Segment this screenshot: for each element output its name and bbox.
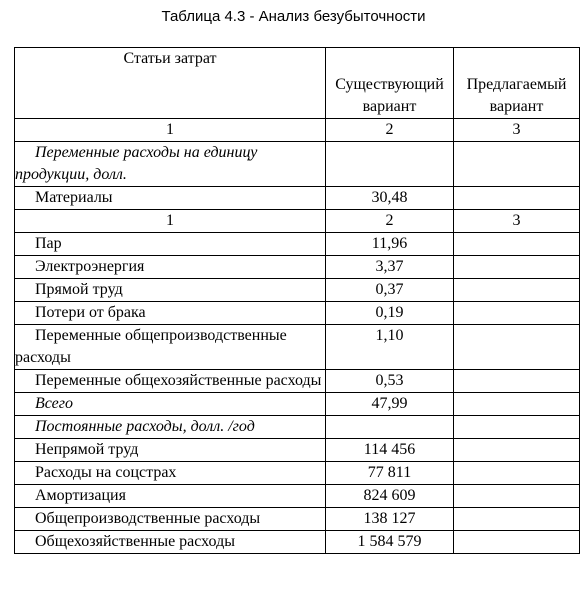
proposed-value <box>454 439 580 462</box>
table-row <box>15 325 580 370</box>
proposed-value <box>454 393 580 416</box>
row-label: Общепроизводственные расходы <box>15 508 326 531</box>
total-value: 47,99 <box>326 393 454 416</box>
col-number: 3 <box>454 119 580 142</box>
numbering-row <box>15 210 580 233</box>
existing-value: 11,96 <box>326 233 454 256</box>
breakeven-table <box>14 47 580 554</box>
table-row <box>15 279 580 302</box>
table-row <box>15 485 580 508</box>
existing-value: 138 127 <box>326 508 454 531</box>
numbering-row <box>15 119 580 142</box>
row-label: Материалы <box>15 187 326 210</box>
proposed-value <box>454 279 580 302</box>
table-row <box>15 531 580 554</box>
row-label: Пар <box>15 233 326 256</box>
row-label: Общехозяйственные расходы <box>15 531 326 554</box>
section-row-variable <box>15 142 580 187</box>
proposed-value <box>454 325 580 370</box>
col-number: 1 <box>15 210 326 233</box>
proposed-value <box>454 508 580 531</box>
row-label: Переменные общехозяйственные расходы <box>15 370 326 393</box>
section-row-fixed <box>15 416 580 439</box>
table-row <box>15 370 580 393</box>
existing-value: 0,37 <box>326 279 454 302</box>
row-label: Непрямой труд <box>15 439 326 462</box>
row-label: Переменные общепроизводственные расходы <box>15 325 326 370</box>
col-number: 2 <box>326 210 454 233</box>
existing-value: 114 456 <box>326 439 454 462</box>
existing-value: 30,48 <box>326 187 454 210</box>
existing-value: 3,37 <box>326 256 454 279</box>
table-row <box>15 302 580 325</box>
row-label: Амортизация <box>15 485 326 508</box>
table-row <box>15 187 580 210</box>
row-label: Расходы на соцстрах <box>15 462 326 485</box>
table-row <box>15 462 580 485</box>
table-row <box>15 439 580 462</box>
col-number: 2 <box>326 119 454 142</box>
section-title: Переменные расходы на единицу продукции, долл. <box>15 142 326 187</box>
table-row <box>15 508 580 531</box>
proposed-value <box>454 462 580 485</box>
section-title: Постоянные расходы, долл. /год <box>15 416 326 439</box>
proposed-value <box>454 256 580 279</box>
total-row <box>15 393 580 416</box>
header-cost-items: Статьи затрат <box>15 48 326 119</box>
proposed-value <box>454 531 580 554</box>
col-number: 3 <box>454 210 580 233</box>
table-caption: Таблица 4.3 - Анализ безубыточности <box>161 8 426 25</box>
row-label: Прямой труд <box>15 279 326 302</box>
proposed-value <box>454 233 580 256</box>
table-row <box>15 256 580 279</box>
existing-value: 0,19 <box>326 302 454 325</box>
proposed-value <box>454 485 580 508</box>
existing-value: 824 609 <box>326 485 454 508</box>
row-label: Электроэнергия <box>15 256 326 279</box>
row-label: Потери от брака <box>15 302 326 325</box>
proposed-value <box>454 370 580 393</box>
existing-value: 1 584 579 <box>326 531 454 554</box>
proposed-value <box>454 187 580 210</box>
total-label: Всего <box>15 393 326 416</box>
existing-value: 0,53 <box>326 370 454 393</box>
existing-value: 1,10 <box>326 325 454 370</box>
empty-cell <box>326 142 454 187</box>
proposed-value <box>454 302 580 325</box>
col-number: 1 <box>15 119 326 142</box>
empty-cell <box>454 142 580 187</box>
table-row <box>15 233 580 256</box>
header-existing-variant: Существующий вариант <box>326 48 454 119</box>
empty-cell <box>326 416 454 439</box>
header-proposed-variant: Предлагаемый вариант <box>454 48 580 119</box>
table-header-row <box>15 48 580 119</box>
existing-value: 77 811 <box>326 462 454 485</box>
empty-cell <box>454 416 580 439</box>
